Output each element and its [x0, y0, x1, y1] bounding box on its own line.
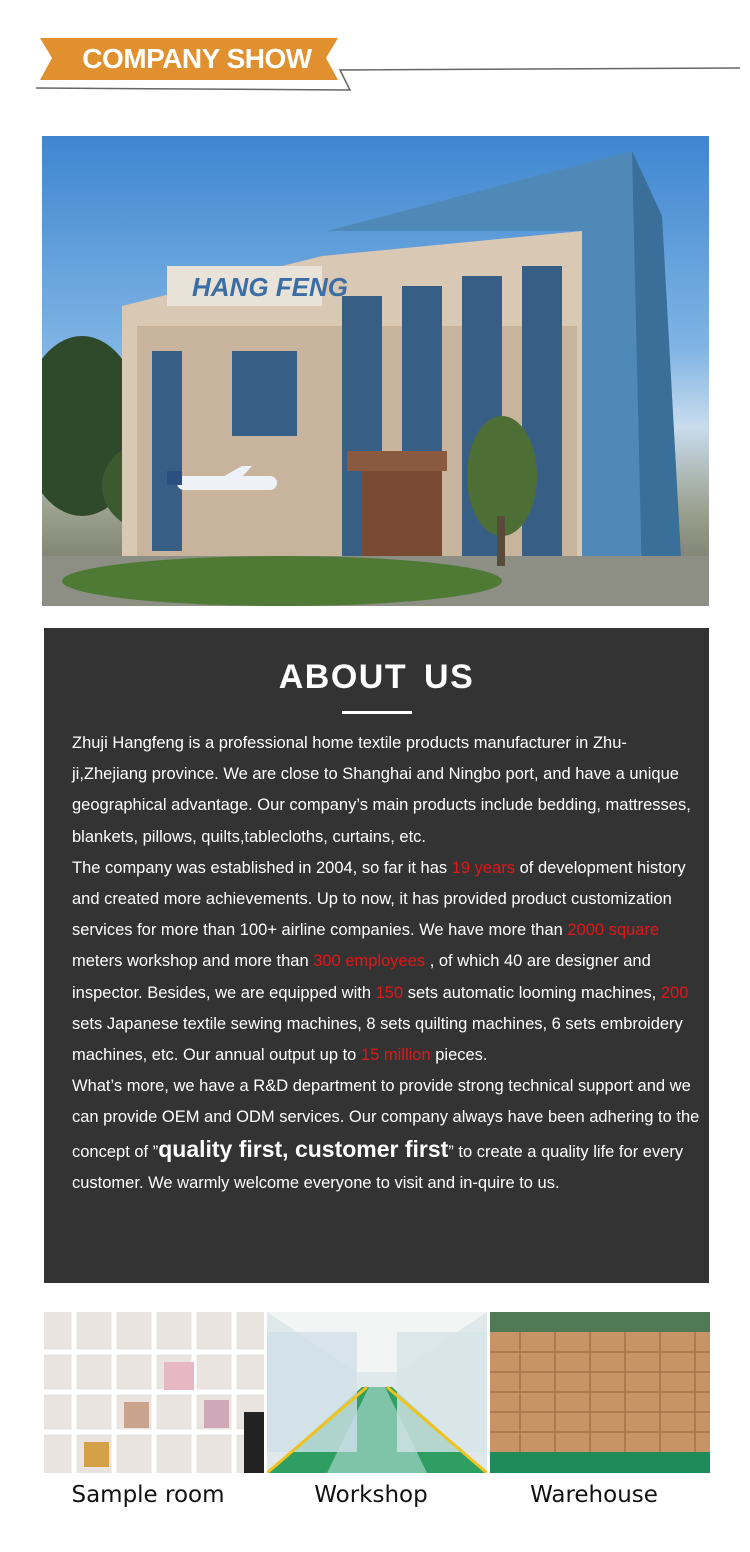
text-run: pieces.: [430, 1046, 488, 1065]
caption-sample-room: Sample room: [71, 1482, 225, 1508]
warehouse-illustration: [490, 1312, 710, 1473]
caption-workshop: Workshop: [314, 1482, 428, 1508]
highlight-output: 15 million: [360, 1046, 431, 1065]
title-divider: [342, 711, 412, 714]
text-run: of development history and created more achievements. Up to now, it has provided product customization services for more than 100+ airline companies. We have more than: [72, 858, 686, 940]
header-title: COMPANY SHOW: [82, 43, 312, 74]
sign-text: HANG FENG: [192, 272, 348, 302]
section-header: [0, 0, 750, 110]
workshop-photo: [267, 1312, 487, 1473]
about-paragraph-1: Zhuji Hangfeng is a professional home textile products manufacturer in Zhu-ji,Zhejiang province. We are close to Shanghai and Ningbo port, and have a unique geographical advantage. Our company’s main products include bedding, mattresses, blankets, pillows, quilts,tablecloths, curtains, etc.: [72, 734, 691, 846]
highlight-employees: 300 employees: [313, 952, 426, 971]
highlight-sewing: 200: [660, 983, 689, 1002]
text-run: , of which 40 are designer and inspector. Besides, we are equipped with: [72, 952, 651, 1002]
highlight-looming: 150: [375, 983, 404, 1002]
text-run: sets automatic looming machines,: [403, 983, 661, 1002]
text-run: The company was established in 2004, so far it has: [72, 858, 452, 877]
text-run: What’s more, we have a R&D department to provide strong technical support and we can provide OEM and ODM services. Our company always have been adhering to the concept of ”: [72, 1077, 700, 1161]
sample-room-illustration: [44, 1312, 264, 1473]
text-run: sets Japanese textile sewing machines, 8 sets quilting machines, 6 sets embroidery machines, etc. Our annual output up to: [72, 1014, 683, 1065]
slogan: quality first, customer first: [158, 1135, 449, 1162]
building-illustration: [42, 136, 709, 606]
highlight-years: 19 years: [451, 858, 516, 877]
text-run: ” to create a quality life for every customer. We warmly welcome everyone to visit and in-quire to us.: [72, 1142, 684, 1192]
about-title: ABOUT US: [278, 658, 475, 696]
about-body: [72, 728, 702, 1199]
sample-room-photo: [44, 1312, 264, 1473]
about-paragraph-2: [72, 853, 702, 1071]
workshop-illustration: [267, 1312, 487, 1473]
highlight-area: 2000 square: [567, 921, 660, 940]
about-paragraph-3: [72, 1071, 702, 1199]
warehouse-photo: [490, 1312, 710, 1473]
text-run: meters workshop and more than: [72, 952, 314, 971]
about-section: [44, 628, 709, 1283]
caption-warehouse: Warehouse: [530, 1482, 658, 1508]
company-building-photo: [42, 136, 709, 606]
